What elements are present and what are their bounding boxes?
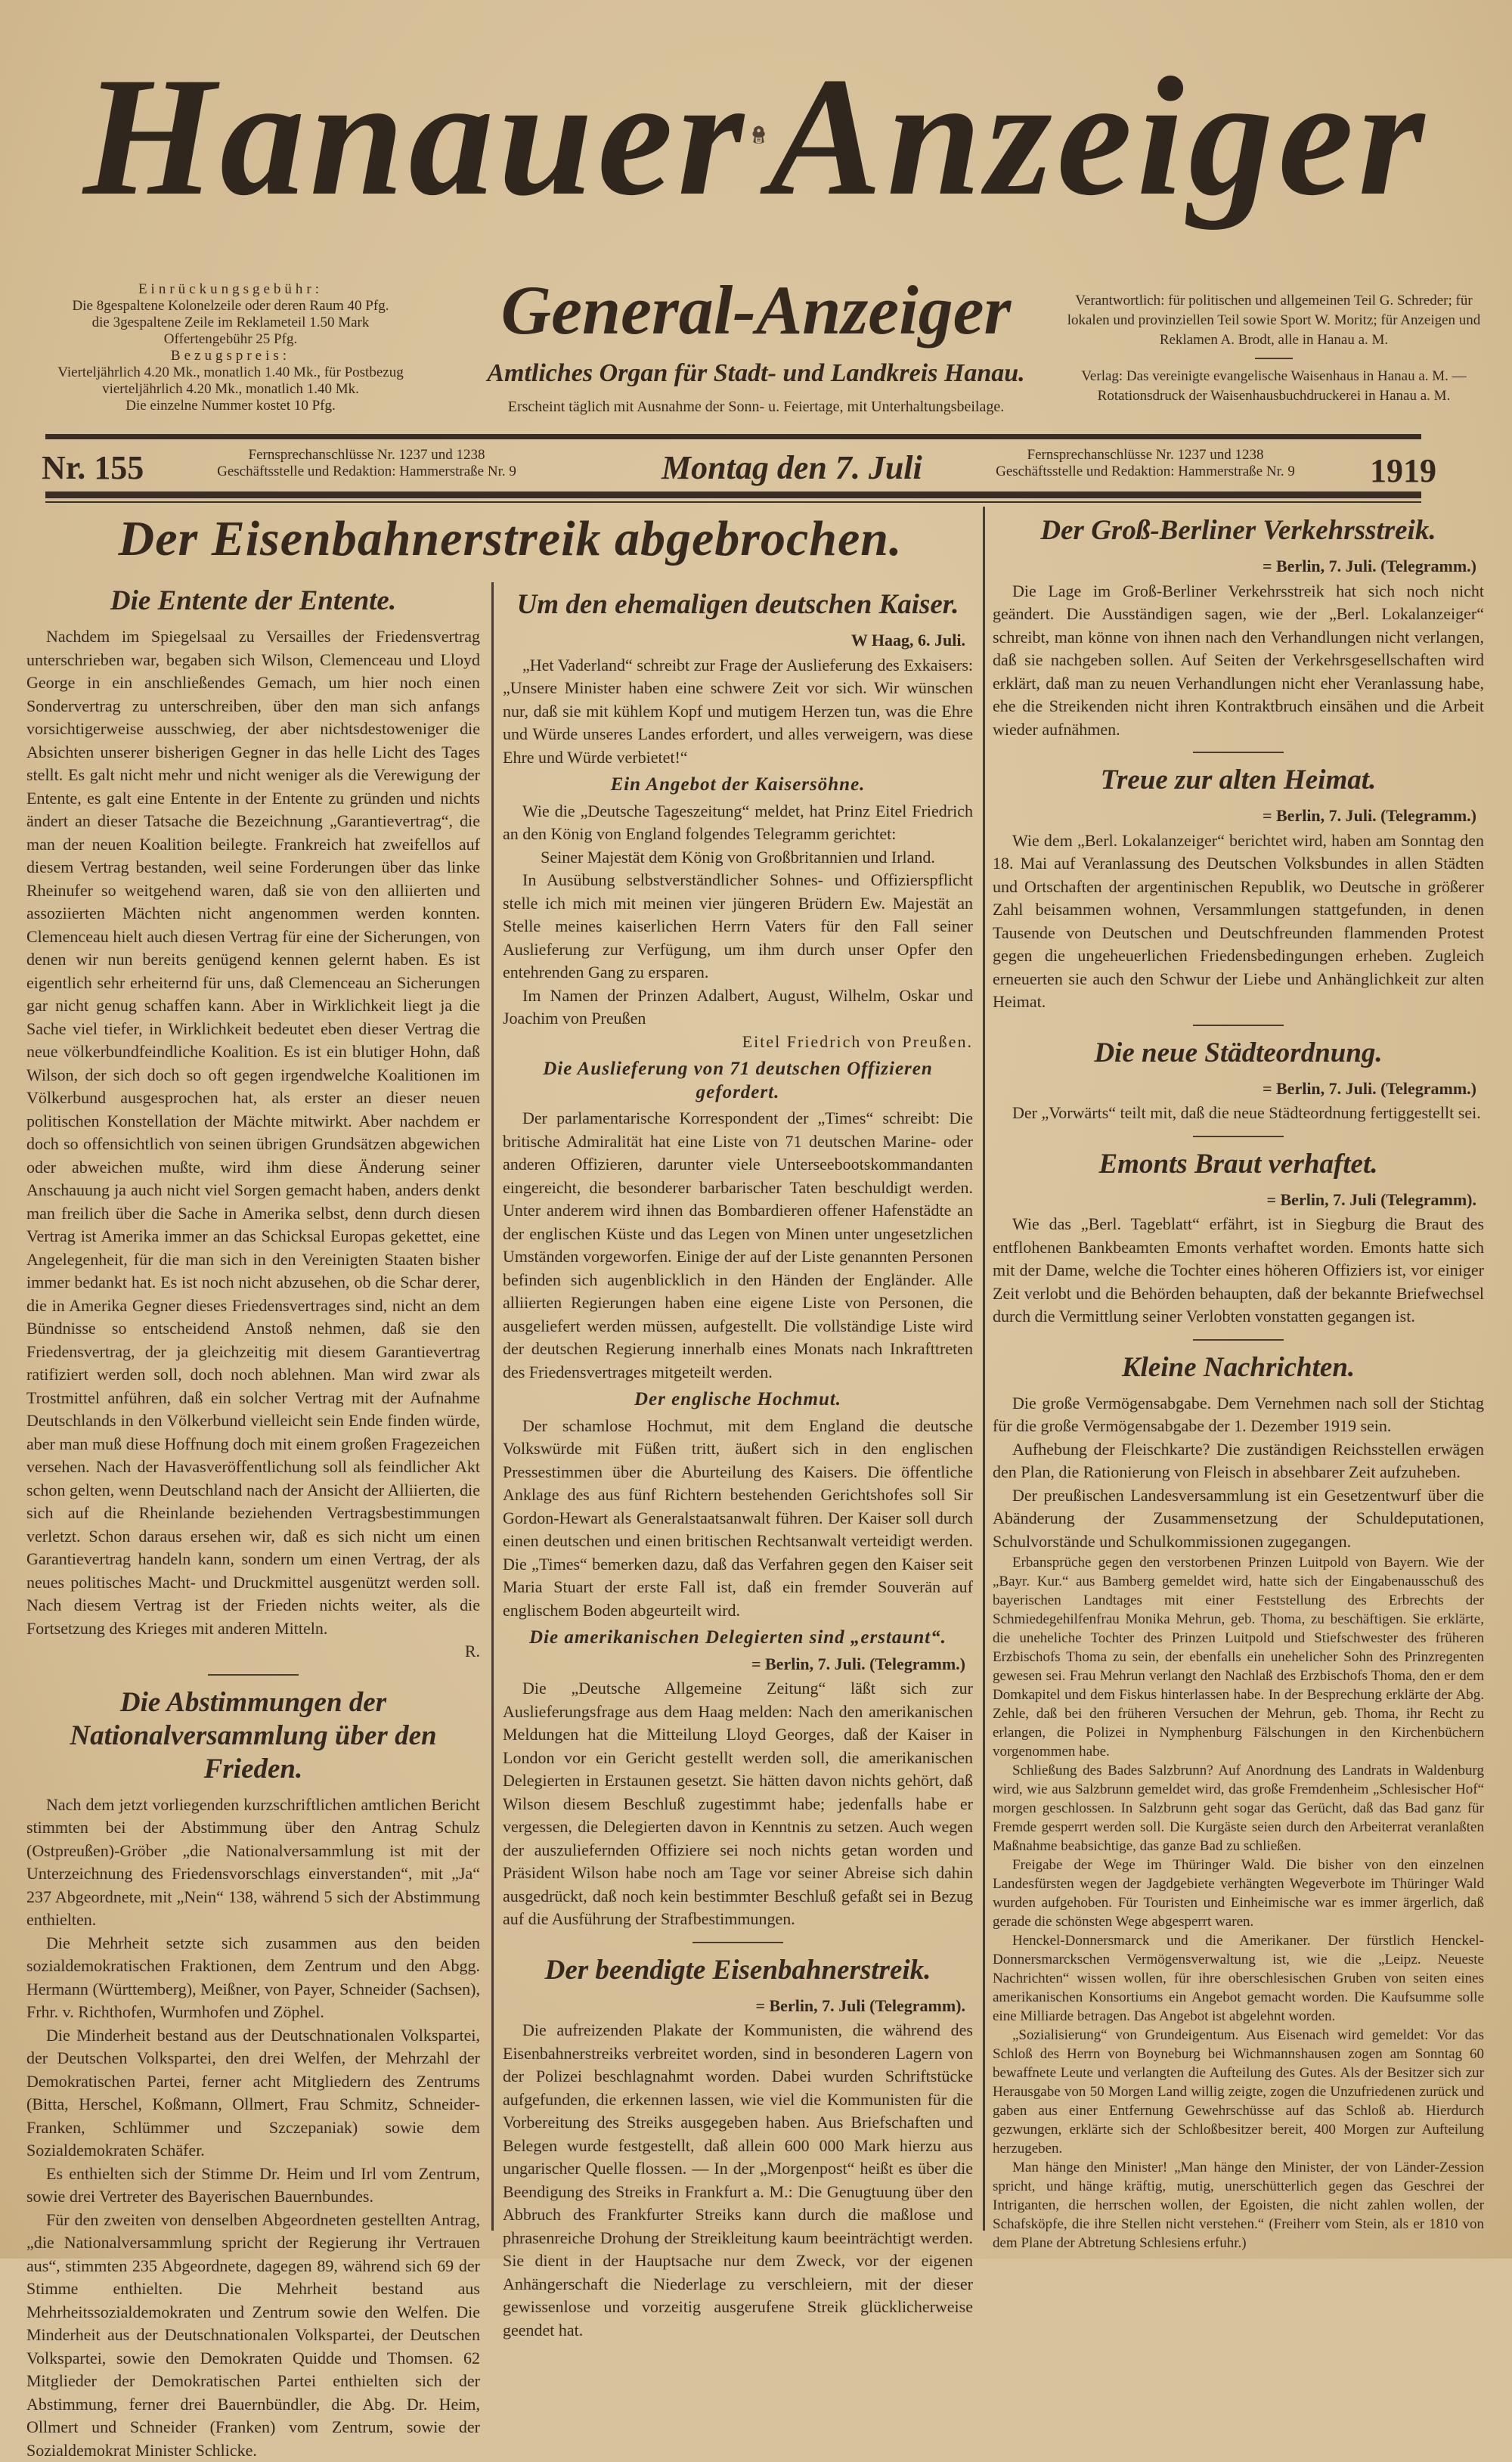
divider (1255, 358, 1293, 359)
article (503, 588, 973, 1931)
article-paragraph: Die Lage im Groß-Berliner Verkehrsstreik hat sich noch nicht geändert. Die Ausständigen sagen, wie der „Berl. Lokalanzeiger“ schreibt, man könne von ihnen nach den Verhandlungen nicht verlangen, daß sie nachgeben sollen. Auf Seiten der Verkehrsgesellschaften wird erklärt, daß man zu neuen Verhandlungen nicht eher Veranlassung habe, ehe die Streikenden nicht ihren Kontraktbruch einsähen und die Arbeit wieder aufnähmen. (993, 580, 1484, 742)
article-paragraph: In Ausübung selbstverständlicher Sohnes- und Offizierspflicht stelle ich mich mit meinen vier jüngeren Brüdern Ew. Majestät an Stelle meines kaiserlichen Herrn Vaters für den Fall seiner Auslieferung zur Verfügung, um ihm durch unser Opfer den entehrenden Gang zu ersparen. (503, 869, 973, 984)
article-paragraph: Der schamlose Hochmut, mit dem England die deutsche Volkswürde mit Füßen tritt, äußert sich in den englischen Pressestimmen über die Aburteilung des Kaisers. Die öffentliche Anklage des aus fünf Richtern bestehenden Gerichtshofes soll Sir Gordon-Hewart als Generalstaatsanwalt führen. Der Kaiser soll durch einen deutschen und einen britischen Rechtsanwalt verteidigt werden. Die „Times“ bemerken dazu, daß das Verfahren gegen den Kaiser seit Maria Stuart der erste Fall ist, daß ein fremder Souverän auf englischem Boden abgeurteilt wird. (503, 1415, 973, 1623)
issue-number: Nr. 155 (42, 448, 144, 487)
article-paragraph: Erbansprüche gegen den verstorbenen Prinzen Luitpold von Bayern. Wie der „Bayr. Kur.“ aus Bamberg gemeldet wird, hatte sich der Eingabenausschuß des bayerischen Landtages mit einer Feststellung des Erbrechts der Schmiedegehilfenfrau Monika Mehrun, geb. Thoma, zu beschäftigen. Sie erklärte, die uneheliche Tochter des Prinzen Luitpold und Stiefschwester des früheren Erzbischofs Thoma zu sein, der ebenfalls ein unehelicher Sohn des Prinzregenten gewesen sei. Frau Mehrun verlangt den Nachlaß des Erzbischofs Thoma, den er dem Domkapitel und dem Fiskus hinterlassen habe. In der Besprechung erklärte der Abg. Zehle, daß bei den früheren Versuchen der Mehrun, geb. Thoma, ihr Recht zu erlangen, die Polizei in Nymphenburg Fälschungen in den Kirchenbüchern vorgenommen habe. (993, 1553, 1484, 1761)
article-separator (1193, 1136, 1284, 1137)
article-paragraph: Schließung des Bades Salzbrunn? Auf Anordnung des Landrats in Waldenburg wird, wie aus Salzbrunn gemeldet wird, das große Fremdenheim „Schlesischer Hof“ morgen geschlossen. In Salzbrunn geht sogar das Gerücht, daß das Bad ganz für Fremde gesperrt werden soll. Die Kurgäste seien durch den Arbeiterrat veranlaßten Maßnahme beabsichtige, das ganze Bad zu schließen. (993, 1761, 1484, 1856)
article-paragraph: „Het Vaderland“ schreibt zur Frage der Auslieferung des Exkaisers: „Unsere Minister haben eine schwere Zeit vor sich. Wir wünschen nur, daß sie mit kühlem Kopf und mutigem Herzen tun, was die Ehre und Würde unseres Landes erfordert, und alles verweigern, was diese Ehre und Würde verbietet!“ (503, 654, 973, 770)
article-separator (1193, 1339, 1284, 1341)
article-paragraph: Die Minderheit bestand aus der Deutschnationalen Volkspartei, der Deutschen Volkspartei, den drei Welfen, der Mehrzahl der Demokratischen Partei, ferner acht Mitgliedern des Zentrums (Bitta, Herschel, Koßmann, Ollmert, Frau Schmitz, Schneider-Franken, Schlümmer und Szczepaniak) sowie dem Sozialdemokraten Schäfer. (26, 2024, 480, 2163)
subscription-heading: Bezugspreis: (38, 348, 423, 364)
article (993, 514, 1484, 741)
article-title: Die neue Städteordnung. (993, 1037, 1484, 1070)
bottom-rule (45, 491, 1421, 498)
column-left (26, 578, 480, 2462)
article (26, 1674, 480, 2462)
imprint (1066, 291, 1482, 406)
rates-heading: Einrückungsgebühr: (38, 281, 423, 298)
issue-year: 1919 (1370, 451, 1436, 490)
office-address: Geschäftsstelle und Redaktion: Hammerstraße Nr. 9 (949, 464, 1342, 480)
article-title: Die Entente der Entente. (26, 584, 480, 618)
article-dateline: = Berlin, 7. Juli. (Telegramm.) (993, 555, 1476, 578)
article-paragraph: Aufhebung der Fleischkarte? Die zuständigen Reichsstellen erwägen den Plan, die Rationierung von Fleisch in absehbarer Zeit aufzuheben. (993, 1438, 1484, 1484)
article-title: Die Abstimmungen der Nationalversammlung über den Frieden. (26, 1686, 480, 1786)
article-paragraph: Die große Vermögensabgabe. Dem Vernehmen nach soll der Stichtag für die große Vermögensabgabe der 1. Dezember 1919 sein. (993, 1392, 1484, 1438)
rates-line: Die 8gespaltene Kolonelzeile oder deren Raum 40 Pfg. (38, 298, 423, 315)
article-title: Der Groß-Berliner Verkehrsstreik. (993, 514, 1484, 547)
subscription-line: Vierteljährlich 4.20 Mk., monatlich 1.40 Mk., für Postbezug vierteljährlich 4.20 Mk., monatlich 1.40 Mk. (38, 364, 423, 398)
article-paragraph: Eitel Friedrich von Preußen. (503, 1031, 973, 1054)
article-dateline: = Berlin, 7. Juli. (Telegramm.) (503, 1653, 965, 1676)
advertising-rates (38, 281, 423, 414)
article-subheading: Die amerikanischen Delegierten sind „erstaunt“. (503, 1626, 973, 1650)
article-paragraph: Henckel-Donnersmarck und die Amerikaner. Der fürstlich Henckel-Donnersmarckschen Vermögensverwaltung ist, wie die „Leipz. Neueste Nachrichten“ wissen wollen, für ihre oberschlesischen Gruben von seiten eines amerikanischen Konsortiums ein Angebot gemacht worden. Die Kaufsumme solle eine Milliarde betragen. Das Angebot ist abgelehnt worden. (993, 1931, 1484, 2026)
article-subheading: Ein Angebot der Kaisersöhne. (503, 774, 973, 797)
article-paragraph: „Sozialisierung“ von Grundeigentum. Aus Eisenach wird gemeldet: Vor das Schloß des Herrn von Boyneburg bei Wichmannshausen zogen am Sonntag 60 bewaffnete Leute und verlangten die Aufteilung des Gutes. Als der Besitzer sich zur Herausgabe von 50 Morgen Land willig zeigte, zogen die Unzufriedenen zurück und gaben aus einer Entfernung Gewehrschüsse auf das Schloß ab. Hierdurch gezwungen, erklärte sich der Schloßbesitzer bereit, 400 Morgen zur Aufteilung herzugeben. (993, 2026, 1484, 2158)
phone-numbers: Fernsprechanschlüsse Nr. 1237 und 1238 (170, 447, 563, 464)
article-paragraph: Man hänge den Minister! „Man hänge den Minister, der von Länder-Zession spricht, und hänge kräftig, mutig, unerschütterlich gegen das Geschrei der Intriganten, die herrschen wollen, der Egoisten, die nicht zahlen wollen, der Schafsköpfe, die ihre Stellen nicht verstehen.“ (Freiherr vom Stein, als er 1810 von dem Plane der Abtretung Schlesiens erfuhr.) (993, 2158, 1484, 2253)
article-paragraph: Es enthielten sich der Stimme Dr. Heim und Irl vom Zentrum, sowie drei Vertreter des Bayerischen Bauernbundes. (26, 2163, 480, 2209)
article (993, 1136, 1484, 1329)
article-paragraph: Freigabe der Wege im Thüringer Wald. Die bisher von den einzelnen Landesfürsten wegen der Jagdgebiete verhängten Wegeverbote im Thüringer Wald wurden aufgehoben. Für Touristen und Einheimische war es immer ärgerlich, daß gerade die schönsten Wege abgesperrt waren. (993, 1856, 1484, 1931)
newspaper-title (83, 38, 1429, 234)
article-paragraph: Der parlamentarische Korrespondent der „Times“ schreibt: Die britische Admiralität hat eine Liste von 71 deutschen Marine- oder anderen Offizieren, darunter viele Unterseebootskommandanten eingereicht, die besonderer barbarischer Taten beschuldigt werden. Unter anderem wird ihnen das Bombardieren offener Hafenstädte an der englischen Küste und das Legen von Minen unter ungesetzlichen Umständen vorgeworfen. Einige der auf der Liste genannten Personen befinden sich augenblicklich in den Händen der Engländer. Alle alliierten Regierungen haben eine eigene Liste von Personen, die ausgeliefert werden müssen, aufgestellt. Die vollständige Liste wird der deutschen Regierung innerhalb eines Monats nach Inkrafttreten des Friedensvertrages mitgeteilt werden. (503, 1107, 973, 1384)
article-paragraph: Die Mehrheit setzte sich zusammen aus den beiden sozialdemokratischen Fraktionen, dem Zentrum und den Abgg. Hermann (Württemberg), Meißner, von Payer, Schneider (Sachsen), Frhr. v. Richthofen, Wurmhofen und Zöphel. (26, 1932, 480, 2024)
article-paragraph: Wie die „Deutsche Tageszeitung“ meldet, hat Prinz Eitel Friedrich an den König von England folgendes Telegramm gerichtet: (503, 800, 973, 846)
article-paragraph: Die aufreizenden Plakate der Kommunisten, die während des Eisenbahnerstreiks verbreitet worden, sind in besonderen Lagern von der Polizei beschlagnahmt worden. Dabei wurden Schriftstücke aufgefunden, die erkennen lassen, wie viel die Kommunisten für die Vorbereitung des Streiks ausgegeben haben. Aus Briefschaften und Belegen wurde festgestellt, daß allein 600 000 Mark hierzu aus ungarischer Quelle flossen. — In der „Morgenpost“ heißt es über die Beendigung des Streiks in Frankfurt a. M.: Die Genugtuung über den Abbruch des Frankfurter Streiks kann durch die maßlose und phrasenreiche Drohung der Streikleitung kaum beeinträchtigt werden. Sie dient in der Hauptsache nur dem Zweck, vor der eigenen Anhängerschaft die Niederlage zu verschleiern, mit der dieser gewissenlose und vorzeitig ausgerufene Streik glücklicherweise geendet hat. (503, 2019, 973, 2342)
masthead-subtitle (438, 268, 1074, 416)
article-paragraph: Seiner Majestät dem König von Großbritannien und Irland. (503, 846, 973, 870)
article-dateline: = Berlin, 7. Juli. (Telegramm.) (993, 1078, 1476, 1101)
single-issue-price: Die einzelne Nummer kostet 10 Pfg. (38, 398, 423, 414)
article-title: Kleine Nachrichten. (993, 1351, 1484, 1384)
column-right (993, 508, 1484, 2253)
article-paragraph: Wie das „Berl. Tageblatt“ erfährt, ist in Siegburg die Braut des entflohenen Bankbeamten Emonts verhaftet worden. Emonts hatte sich mit der Dame, welche die Tochter eines höheren Offiziers ist, vor einiger Zeit verlobt und die Behörden behaupten, daß der bekannte Briefwechsel durch die Vermittlung seiner Verlobten vonstatten gegangen ist. (993, 1213, 1484, 1329)
article-title: Treue zur alten Heimat. (993, 764, 1484, 797)
official-organ-line: Amtliches Organ für Stadt- und Landkreis Hanau. (438, 359, 1074, 388)
title-left: Hanauer (83, 38, 748, 234)
article-title: Der beendigte Eisenbahnerstreik. (503, 1954, 973, 1987)
article-separator (1193, 1025, 1284, 1026)
contact-right (949, 447, 1342, 480)
responsible-editors: Verantwortlich: für politischen und allgemeinen Teil G. Schreder; für lokalen und provinziellen Teil sowie Sport W. Moritz; für Anzeigen und Reklamen A. Brodt, alle in Hanau a. M. (1066, 291, 1482, 350)
article (993, 1025, 1484, 1125)
article-subheading: Die Auslieferung von 71 deutschen Offizieren gefordert. (503, 1058, 973, 1104)
article-subheading: Der englische Hochmut. (503, 1388, 973, 1412)
subtitle: General-Anzeiger (438, 268, 1074, 352)
article (503, 1942, 973, 2343)
article-paragraph: Wie dem „Berl. Lokalanzeiger“ berichtet wird, haben am Sonntag den 18. Mai auf Veranlassung des Deutschen Volksbundes in allen Städten und Ortschaften der argentinischen Republik, wo Deutsche in größerer Zahl beisammen wohnen, Versammlungen stattgefunden, in denen Tausende von Deutschen und Deutschfreunden flammenden Protest gegen die ungeheuerlichen Friedensbedingungen erheben. Zugleich erneuerten sie auch den Schwur der Liebe und Anhänglichkeit zur alten Heimat. (993, 829, 1484, 1014)
article (993, 1339, 1484, 2253)
bottom-rule-thin (45, 501, 1421, 503)
article-separator (1193, 752, 1284, 753)
article-separator (692, 1942, 783, 1943)
title-right: Anzeiger (769, 38, 1429, 234)
dateline-bar (42, 442, 1436, 491)
publisher: Verlag: Das vereinigte evangelische Waisenhaus in Hanau a. M. — Rotationsdruck der Waisenhausbuchdruckerei in Hanau a. M. (1066, 367, 1482, 406)
article-title: Um den ehemaligen deutschen Kaiser. (503, 588, 973, 622)
article (993, 752, 1484, 1014)
phone-numbers: Fernsprechanschlüsse Nr. 1237 und 1238 (949, 447, 1342, 464)
coat-of-arms-icon (748, 60, 769, 212)
article-paragraph: Im Namen der Prinzen Adalbert, August, Wilhelm, Oskar und Joachim von Preußen (503, 984, 973, 1031)
rates-line: die 3gespaltene Zeile im Reklameteil 1.50 Mark (38, 315, 423, 331)
publication-schedule: Erscheint täglich mit Ausnahme der Sonn- u. Feiertage, mit Unterhaltungsbeilage. (438, 398, 1074, 416)
column-divider (491, 582, 494, 2231)
article-title: Emonts Braut verhaftet. (993, 1148, 1484, 1181)
rates-line: Offertengebühr 25 Pfg. (38, 331, 423, 348)
article-dateline: = Berlin, 7. Juli (Telegramm). (503, 1995, 965, 2018)
masthead (0, 30, 1512, 257)
article-paragraph: Der „Vorwärts“ teilt mit, daß die neue Städteordnung fertiggestellt sei. (993, 1102, 1484, 1125)
article-dateline: = Berlin, 7. Juli. (Telegramm.) (993, 805, 1476, 828)
article-dateline: = Berlin, 7. Juli (Telegramm). (993, 1189, 1476, 1212)
article-dateline: W Haag, 6. Juli. (503, 629, 965, 653)
article-paragraph: Die „Deutsche Allgemeine Zeitung“ läßt sich zur Auslieferungsfrage aus dem Haag melden: Nach den amerikanischen Meldungen hat die Mitteilung Lloyd Georges, daß der Kaiser in London vor ein Gericht gestellt werden soll, die amerikanischen Delegierten in Erstaunen gesetzt. Sie hätten davon nichts gehört, daß Wilson diesem Beschluß zugestimmt habe; jedenfalls habe er vergessen, die Delegierten davon in Kenntnis zu setzen. Auch wegen der auszuliefernden Offiziere sei noch nichts getan worden und Präsident Wilson habe noch am Tage vor seiner Abreise sich dahin ausgedrückt, daß noch kein bestimmter Beschluß gefaßt sei in Bezug auf die Ausführung der Strafbestimmungen. (503, 1677, 973, 1931)
main-headline: Der Eisenbahnerstreik abgebrochen. (45, 510, 975, 568)
top-rule (45, 434, 1421, 439)
article-paragraph: Der preußischen Landesversammlung ist ein Gesetzentwurf über die Abänderung der Zusammensetzung der Schuldeputationen, Schulvorstände und Schulkommissionen zugegangen. (993, 1484, 1484, 1554)
office-address: Geschäftsstelle und Redaktion: Hammerstraße Nr. 9 (170, 464, 563, 480)
article-paragraph: Für den zweiten von denselben Abgeordneten gestellten Antrag, „die Nationalversammlung spricht der Regierung ihr Vertrauen aus“, stimmten 235 Abgeordnete, dagegen 89, während sich 69 der Stimme enthielten. Die Mehrheit bestand aus Mehrheitssozialdemokraten und Zentrum sowie den Welfen. Die Minderheit aus der Deutschnationalen Volkspartei, der Deutschen Volkspartei, sowie den Demokraten Quidde und Thomsen. 62 Mitglieder der Demokratischen Partei enthielten sich der Abstimmung, ferner drei Bauernbündler, die Abg. Dr. Heim, Ollmert und Schneider (Franken) vom Zentrum, sowie der Sozialdemokrat Minister Schlicke. (26, 2209, 480, 2462)
column-divider (983, 507, 985, 2231)
contact-left (170, 447, 563, 480)
issue-date: Montag den 7. Juli (662, 448, 922, 487)
article-paragraph: Nachdem im Spiegelsaal zu Versailles der Friedensvertrag unterschrieben war, begaben sich Wilson, Clemenceau und Lloyd George in ein anschließendes Gemach, um hier noch einen Sondervertrag zu unterschreiben, über den man sich anfangs vorsichtigerweise ausschwieg, der aber nichtsdestoweniger die Absichten unserer bisherigen Gegner in das helle Licht des Tages stellt. Es galt nicht mehr und nicht weniger als die Verewigung der Entente, es galt eine Entente in der Entente zu gründen und nichts ändert an dieser Tatsache die Bezeichnung „Garantievertrag“, die man der neuen Koalition beilegte. Frankreich hat zweifellos auf diesem Vertrag bestanden, weil seine Forderungen über das linke Rheinufer so weitgehend waren, daß sie von den alliierten und assoziierten Mächten nicht angenommen werden konnten. Clemenceau hielt auch diesen Vertrag für eine der Sicherungen, von denen wir nun bereits genügend kennen gelernt haben. Es ist eigentlich sehr erheiternd für uns, daß Clemenceau an Sicherungen gar nicht genug schaffen kann. Aber in Wirklichkeit liegt ja die Sache viel tiefer, in Wirklichkeit bedeutet eben dieser Vertrag die neue völkerbundfeindliche Koalition. Es ist ein blutiger Hohn, daß Wilson, der sich doch so oft gegen irgendwelche Koalitionen im Völkerbund ausgesprochen hat, als erster an dieser neuen politischen Konstellation der Mächte mitwirkt. Aber nachdem er doch so offensichtlich von seinen übrigen Grundsätzen abgewichen oder abweichen mußte, wird ihm diese Änderung seiner Anschauung ja auch nicht viel Sorgen gemacht haben, anders denkt man freilich über die Sache in Amerika selbst, denn durch diesen Vertrag ist Amerika immer an das Schicksal Europas gekettet, eine Angelegenheit, für die man sich in den Vereinigten Staaten bisher immer bedankt hat. Es ist noch nicht abzusehen, ob die Schar derer, die in Amerika Gegner dieses Friedensvertrages sind, nicht an dem Bündnisse so entscheidend Anstoß nehmen, daß sie den Friedensvertrag, der ja gleichzeitig mit diesem Garantievertrag ratifiziert werden soll, doch noch ablehnen. Man wird zwar als Trostmittel anführen, daß ein solcher Vertrag mit der Aufnahme Deutschlands in den Völkerbund vielleicht sein Ende finden würde, aber man muß diese Hoffnung doch mit einem großen Fragezeichen versehen. Nach der Havasveröffentlichung soll als feindlicher Akt schon gelten, wenn Deutschland nach der Ansicht der Alliierten, die sich auf die Rheinlande beziehenden Vertragsbestimmungen verletzt. Schon daraus ersehen wir, daß es sich nicht um einen Garantievertrag handeln kann, sondern um einen Vertrag, der als neues politisches Macht- und Druckmittel ausgenützt werden soll. Nach diesem Vertrag ist der Frieden nichts weiter, als die Fortsetzung des Krieges mit anderen Mitteln. (26, 625, 480, 1640)
article-paragraph: Nach dem jetzt vorliegenden kurzschriftlichen amtlichen Bericht stimmten bei der Abstimmung über den Antrag Schulz (Ostpreußen)-Gröber „die Nationalversammlung ist mit der Unterzeichnung des Friedensvorschlags einverstanden“, mit „Ja“ 237 Abgeordnete, mit „Nein“ 138, während 5 sich der Abstimmung enthielten. (26, 1794, 480, 1932)
article-separator (208, 1674, 299, 1676)
column-middle (503, 582, 973, 2342)
article-paragraph: R. (26, 1640, 480, 1664)
article (26, 584, 480, 1664)
